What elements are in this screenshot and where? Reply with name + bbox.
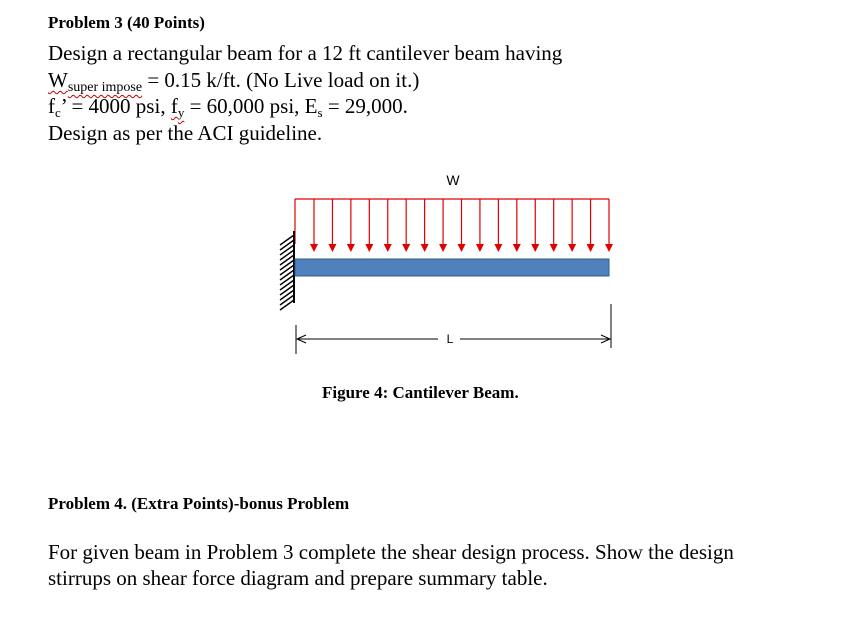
support-hatch — [280, 240, 294, 250]
problem-3-line-4: Design as per the ACI guideline. — [48, 121, 323, 145]
fc-symbol: f — [48, 94, 55, 118]
load-arrowhead — [513, 244, 521, 252]
length-label: L — [446, 332, 454, 346]
support-hatch — [280, 280, 294, 290]
support-hatch — [280, 265, 294, 275]
fy-value: = 60,000 psi, E — [184, 94, 318, 118]
fy-symbol: f — [170, 94, 178, 118]
es-subscript: s — [317, 105, 323, 120]
beam — [295, 259, 609, 276]
distributed-load — [295, 199, 613, 252]
es-value: = 29,000. — [322, 94, 408, 118]
fc-value: ’ = 4000 psi, — [60, 94, 171, 118]
load-arrowhead — [550, 244, 558, 252]
support-hatch — [280, 285, 294, 295]
support-hatch — [280, 295, 294, 305]
problem-4-line-2: stirrups on shear force diagram and prepare summary table. — [48, 566, 548, 590]
fy-subscript: y — [177, 105, 185, 120]
load-arrowhead — [365, 244, 373, 252]
load-arrowhead — [347, 244, 355, 252]
support-hatch — [280, 290, 294, 300]
load-arrowhead — [402, 244, 410, 252]
load-arrowhead — [605, 244, 613, 252]
figure-caption: Figure 4: Cantilever Beam. — [322, 383, 519, 402]
cantilever-beam-figure — [270, 165, 630, 365]
load-arrowhead — [587, 244, 595, 252]
load-arrowhead — [568, 244, 576, 252]
load-arrowhead — [476, 244, 484, 252]
problem-4-line-1: For given beam in Problem 3 complete the shear design process. Show the design — [48, 540, 734, 564]
load-arrowhead — [494, 244, 502, 252]
w-value: = 0.15 k/ft. (No Live load on it.) — [142, 68, 420, 92]
support-hatch — [280, 275, 294, 285]
support-hatch — [280, 245, 294, 255]
problem-3-material-line — [48, 94, 408, 119]
length-dimension — [296, 304, 611, 354]
problem-3-heading: Problem 3 (40 Points) — [48, 13, 205, 32]
support-hatch — [280, 235, 294, 245]
support-hatch — [280, 255, 294, 265]
w-subscript: super impose — [67, 80, 143, 95]
support-hatch — [280, 300, 294, 310]
fc-subscript: c — [55, 105, 61, 120]
problem-3-line-1: Design a rectangular beam for a 12 ft cantilever beam having — [48, 41, 563, 65]
load-arrowhead — [421, 244, 429, 252]
load-arrowhead — [328, 244, 336, 252]
load-arrowhead — [439, 244, 447, 252]
load-arrowhead — [458, 244, 466, 252]
support-hatch — [280, 260, 294, 270]
w-symbol: W — [48, 68, 68, 92]
problem-3-load-line — [48, 68, 419, 93]
load-arrowhead — [310, 244, 318, 252]
support-hatch — [280, 250, 294, 260]
load-arrowhead — [531, 244, 539, 252]
problem-4-heading: Problem 4. (Extra Points)-bonus Problem — [48, 494, 350, 513]
support-hatch — [280, 270, 294, 280]
fixed-support — [280, 231, 294, 310]
load-label: W — [446, 172, 460, 188]
load-arrowhead — [384, 244, 392, 252]
